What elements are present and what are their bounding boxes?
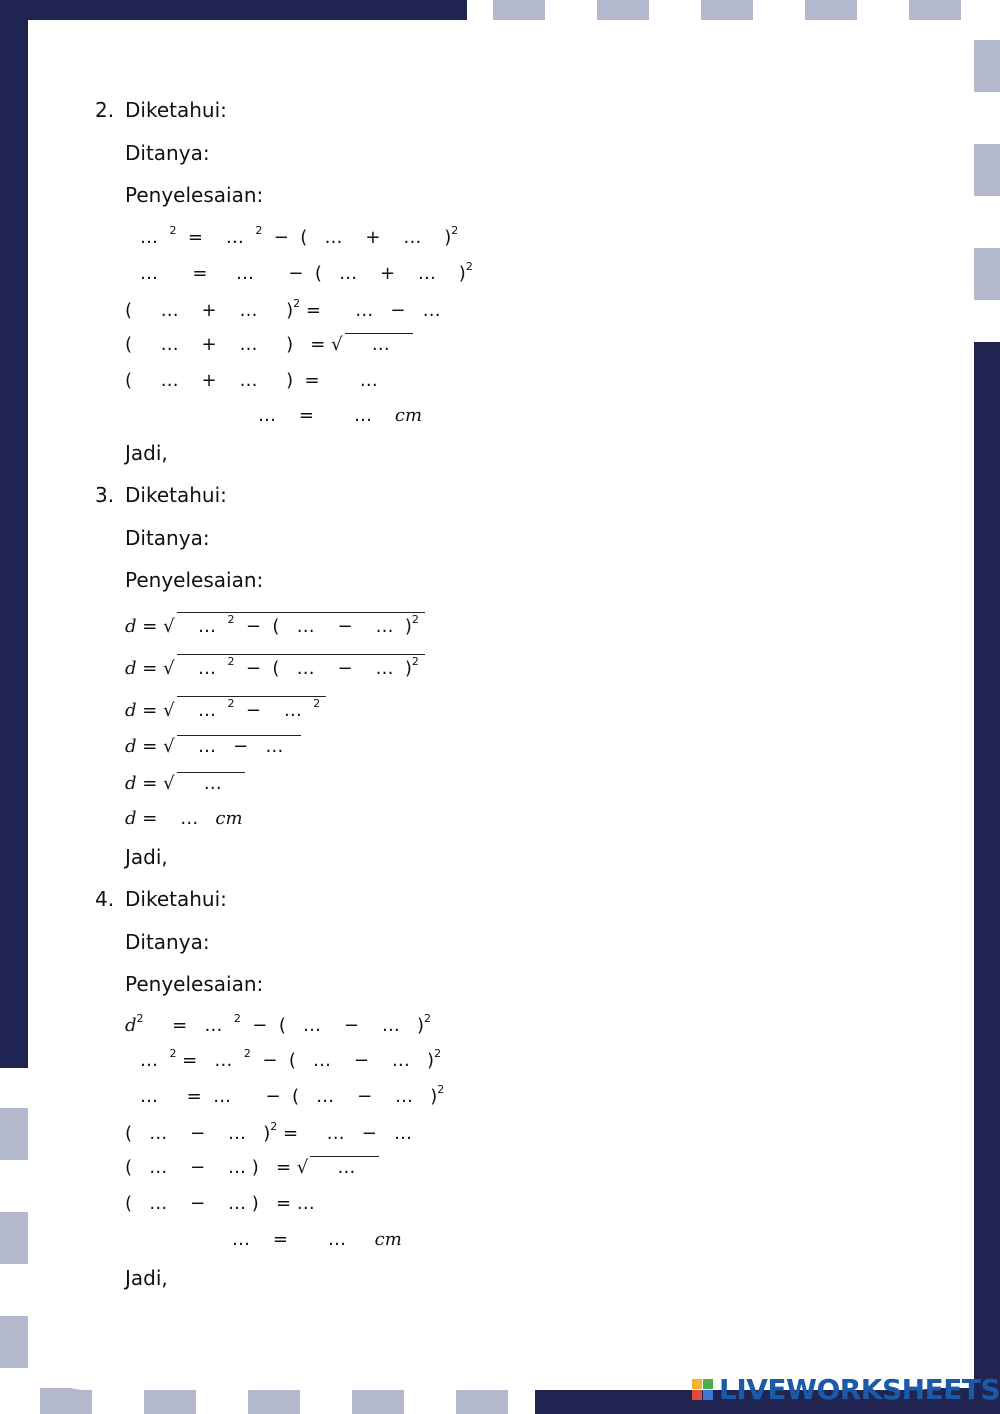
liveworksheets-logo: [692, 1374, 1000, 1404]
dash-top-4: [805, 0, 857, 20]
problem-4-asked-label: Ditanya:: [125, 930, 210, 954]
dash-bottom-3: [248, 1388, 300, 1414]
p2-equation-line-4: ( … + … ) = √ …: [125, 333, 413, 355]
frame-right-bar: [974, 342, 1000, 1414]
p2-equation-line-6: … = … cm: [258, 405, 423, 426]
problem-2-known-label: Diketahui:: [125, 98, 227, 122]
p4-equation-line-2: … $^2$ = … $^2$ − ( … − … )$^2$: [140, 1047, 442, 1071]
frame-top-bar: [0, 0, 467, 20]
p4-equation-line-5: ( … − … ) = √ …: [125, 1156, 379, 1178]
p4-equation-line-6: ( … − … ) = …: [125, 1193, 315, 1214]
dash-bottom-1: [40, 1388, 92, 1414]
p2-equation-line-2: … = … − ( … + … )$^2$: [140, 260, 473, 284]
problem-2-solution-label: Penyelesaian:: [125, 183, 264, 207]
problem-4-number: 4.: [95, 887, 115, 911]
liveworksheets-logo-text: LIVEWORKSHEETS: [719, 1372, 1000, 1406]
problem-4-conclusion: Jadi,: [125, 1266, 168, 1290]
dash-top-5: [909, 0, 961, 20]
dash-left-2: [0, 1212, 28, 1264]
p2-equation-line-5: ( … + … ) = …: [125, 370, 378, 391]
p3-equation-line-2: d = √ … $^2$ − ( … − … )$^2$: [125, 654, 425, 679]
p3-equation-line-3: d = √ … $^2$ − … $^2$: [125, 696, 326, 721]
dash-bottom-4: [352, 1388, 404, 1414]
dash-bottom-5: [456, 1388, 508, 1414]
frame-left-bar: [0, 0, 28, 1068]
p3-equation-line-6: d = … cm: [125, 808, 243, 829]
problem-4-solution-label: Penyelesaian:: [125, 972, 264, 996]
p4-equation-line-1: $d^2$ = … $^2$ − ( … − … )$^2$: [125, 1012, 432, 1036]
dash-bottom-2: [144, 1388, 196, 1414]
problem-4-known-label: Diketahui:: [125, 887, 227, 911]
problem-3-known-label: Diketahui:: [125, 483, 227, 507]
dash-top-1: [493, 0, 545, 20]
p4-equation-line-4: ( … − … )$^2$ = … − …: [125, 1120, 413, 1144]
problem-3-conclusion: Jadi,: [125, 845, 168, 869]
problem-3-asked-label: Ditanya:: [125, 526, 210, 550]
problem-3-solution-label: Penyelesaian:: [125, 568, 264, 592]
problem-2-number: 2.: [95, 98, 115, 122]
dash-top-2: [597, 0, 649, 20]
p3-equation-line-4: d = √ … − …: [125, 735, 301, 757]
p4-equation-line-7: … = … cm: [232, 1229, 402, 1250]
dash-right-1: [974, 40, 1000, 92]
dash-left-3: [0, 1316, 28, 1368]
p4-equation-line-3: … = … − ( … − … )$^2$: [140, 1083, 445, 1107]
problem-3-number: 3.: [95, 483, 115, 507]
liveworksheets-logo-mark: [692, 1379, 713, 1400]
problem-2-conclusion: Jadi,: [125, 441, 168, 465]
p2-equation-line-3: ( … + … )$^2$ = … − …: [125, 297, 441, 321]
dash-right-3: [974, 248, 1000, 300]
p3-equation-line-5: d = √ …: [125, 772, 245, 794]
p3-equation-line-1: d = √ … $^2$ − ( … − … )$^2$: [125, 612, 425, 637]
dash-top-3: [701, 0, 753, 20]
dash-right-2: [974, 144, 1000, 196]
dash-left-1: [0, 1108, 28, 1160]
p2-equation-line-1: … $^2$ = … $^2$ − ( … + … )$^2$: [140, 224, 459, 248]
problem-2-asked-label: Ditanya:: [125, 141, 210, 165]
